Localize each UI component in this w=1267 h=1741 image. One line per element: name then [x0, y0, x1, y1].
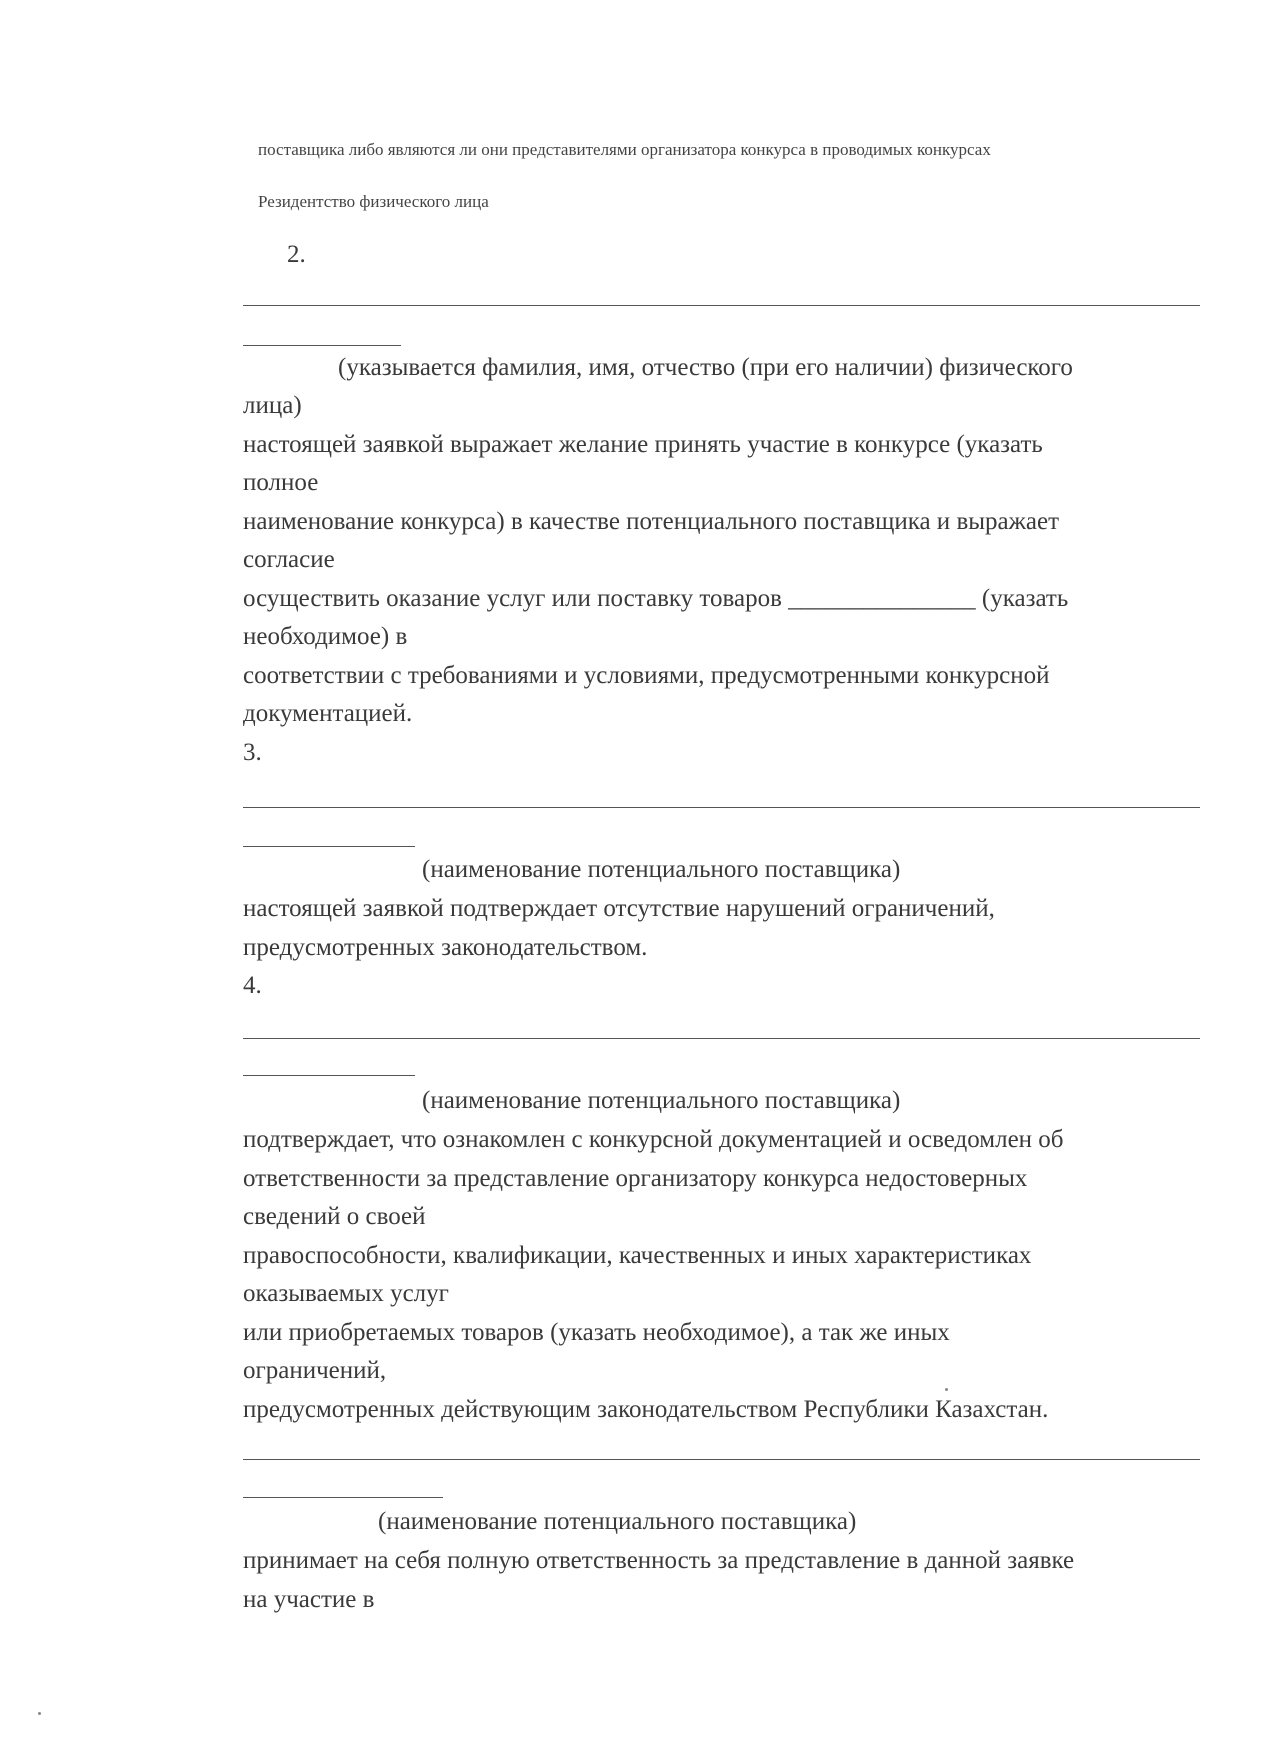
section-5-short-rule — [243, 1497, 443, 1498]
scan-speck — [945, 1388, 948, 1391]
section-2-line: соответствии с требованиями и условиями, предусмотренными конкурсной — [243, 661, 1050, 689]
section-2-line: документацией. — [243, 700, 413, 727]
section-5-long-rule — [243, 1459, 1200, 1460]
section-4-line: ответственности за представление организатору конкурса недостоверных — [243, 1164, 1028, 1192]
header-line-2: Резидентство физического лица — [258, 192, 489, 211]
section-4-number: 4. — [243, 972, 262, 999]
section-2-caption: (указывается фамилия, имя, отчество (при его наличии) физического — [338, 354, 1073, 381]
section-4-line: оказываемых услуг — [243, 1280, 449, 1307]
section-2-line: лица) — [243, 392, 302, 419]
section-4-long-rule — [243, 1038, 1200, 1039]
section-2-line: настоящей заявкой выражает желание принять участие в конкурсе (указать — [243, 430, 1043, 458]
section-4-caption: (наименование потенциального поставщика) — [422, 1087, 901, 1114]
section-4-line: предусмотренных действующим законодательством Республики Казахстан. — [243, 1395, 1049, 1423]
section-4-line: подтверждает, что ознакомлен с конкурсной документацией и осведомлен об — [243, 1126, 1064, 1153]
section-2-text — [243, 387, 1223, 734]
section-3-line: предусмотренных законодательством. — [243, 933, 648, 961]
section-4-line: правоспособности, квалификации, качественных и иных характеристиках — [243, 1241, 1032, 1269]
section-2-line: осуществить оказание услуг или поставку товаров _______________ (указать — [243, 584, 1069, 612]
section-3-long-rule — [243, 807, 1200, 808]
section-2-long-rule — [243, 305, 1200, 306]
section-4-text — [243, 1121, 1223, 1429]
section-3-line: настоящей заявкой подтверждает отсутствие нарушений ограничений, — [243, 895, 995, 922]
section-2-line: полное — [243, 469, 319, 496]
section-4-line: ограничений, — [243, 1357, 387, 1384]
section-3-short-rule — [243, 846, 415, 847]
section-3-text — [243, 890, 1223, 967]
section-2-line: наименование конкурса) в качестве потенциального поставщика и выражает — [243, 507, 1060, 535]
section-4-line: или приобретаемых товаров (указать необходимое), а так же иных — [243, 1318, 950, 1346]
header-line-1: поставщика либо являются ли они представителями организатора конкурса в проводимых конкурсах — [258, 140, 991, 159]
scan-speck — [38, 1712, 41, 1715]
section-4-short-rule — [243, 1075, 415, 1076]
section-5-line: на участие в — [243, 1585, 375, 1613]
section-4-line: сведений о своей — [243, 1203, 426, 1230]
section-2-line: согласие — [243, 546, 335, 573]
section-2-number: 2. — [287, 241, 306, 268]
section-2-line: необходимое) в — [243, 623, 408, 650]
section-3-number: 3. — [243, 739, 262, 766]
section-2-short-rule — [243, 345, 401, 346]
section-5-line: принимает на себя полную ответственность за представление в данной заявке — [243, 1547, 1075, 1574]
section-5-text — [243, 1542, 1223, 1619]
section-5-caption: (наименование потенциального поставщика) — [378, 1508, 857, 1535]
section-3-caption: (наименование потенциального поставщика) — [422, 856, 901, 883]
